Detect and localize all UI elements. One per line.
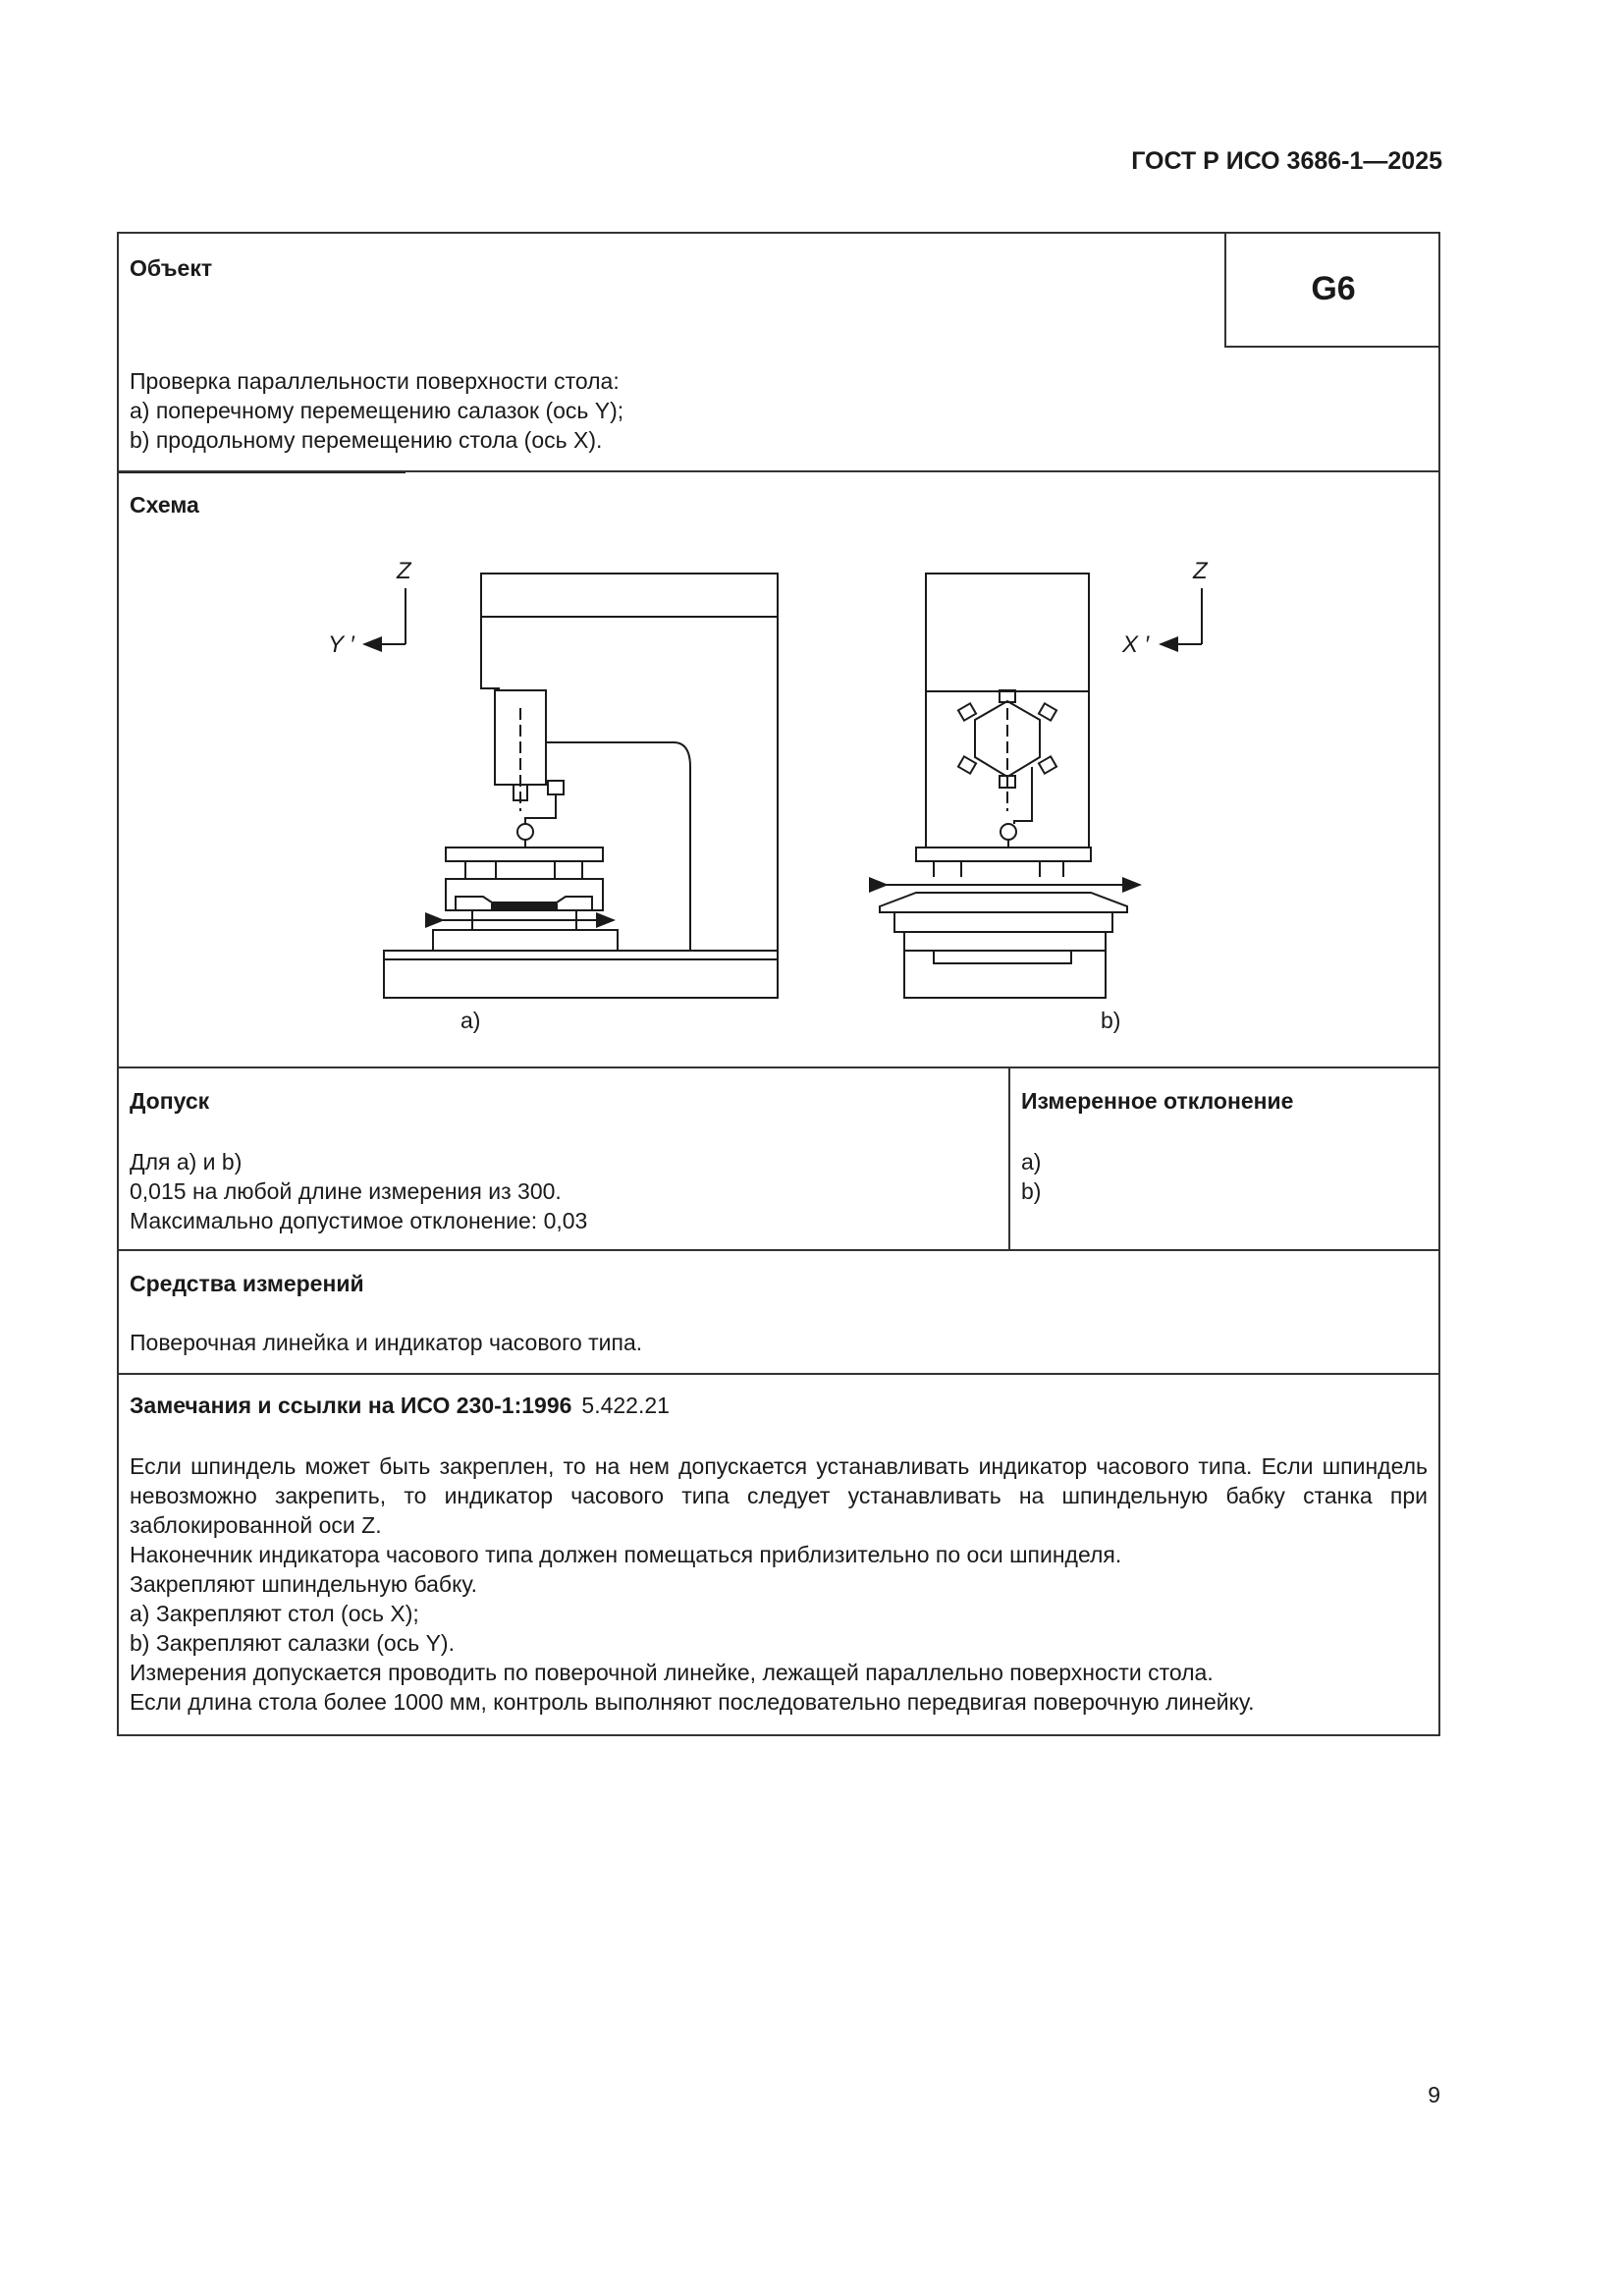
test-sheet [117,232,1440,1736]
column-b [926,574,1089,691]
schema-drawing [119,472,1438,1066]
figure-a-drawing [119,472,778,998]
figure-a-caption: a) [460,1008,481,1033]
tolerance-label: Допуск [130,1088,210,1114]
tolerance-text [130,1147,587,1235]
schema-section [117,472,1440,1068]
figure-b-caption: b) [1101,1008,1121,1033]
measured-cell [1010,1068,1438,1249]
notes-line: a) Закрепляют стол (ось X); [130,1601,419,1626]
object-description [130,366,623,455]
object-section [117,232,1440,472]
axis-y-label-a: Y ′ [328,631,354,658]
tolerance-cell [119,1068,1010,1249]
axis-z-label-b: Z [1193,558,1208,584]
notes-section [117,1375,1440,1736]
schema-label: Схема [130,492,199,518]
notes-heading [130,1393,670,1419]
document-code: ГОСТ Р ИСО 3686-1—2025 [1131,147,1442,175]
axis-z-label-a: Z [397,558,411,584]
notes-reference: 5.422.21 [581,1393,670,1418]
notes-line: b) Закрепляют салазки (ось Y). [130,1630,455,1656]
measured-text [1021,1147,1041,1206]
object-line: Проверка параллельности поверхности стола: [130,368,620,394]
tolerance-section [117,1068,1440,1251]
column-top-a [481,574,778,617]
object-label: Объект [130,255,213,281]
measured-line: a) [1021,1149,1042,1175]
spindle-head-a [495,690,546,785]
object-line: b) продольному перемещению стола (ось X). [130,427,603,453]
tools-section [117,1251,1440,1375]
notes-line: Закрепляют шпиндельную бабку. [130,1571,477,1597]
notes-label: Замечания и ссылки на ИСО 230-1:1996 [130,1393,572,1418]
notes-line: Если длина стола более 1000 мм, контроль выполняют последовательно передвигая поверочную линейку. [130,1689,1255,1715]
test-code: G6 [1224,232,1440,348]
notes-line: Наконечник индикатора часового типа должен помещаться приблизительно по оси шпинделя. [130,1542,1122,1567]
measured-line: b) [1021,1178,1042,1204]
tools-text: Поверочная линейка и индикатор часового типа. [130,1330,643,1355]
notes-paragraph: Если шпиндель может быть закреплен, то на нем допускается устанавливать индикатор часового типа. Если шпиндель невозможно закрепить, то индикатор часового типа следует устанавливать на шпиндельную бабку станка при заблокированной оси Z. [130,1453,1428,1538]
object-line: a) поперечному перемещению салазок (ось Y); [130,398,624,423]
tolerance-line: Для a) и b) [130,1149,243,1175]
tools-label: Средства измерений [130,1271,364,1296]
figure-b-drawing [880,574,1202,998]
axis-x-label-b: X ′ [1122,631,1150,658]
measured-label: Измеренное отклонение [1021,1088,1294,1114]
tolerance-line: 0,015 на любой длине измерения из 300. [130,1178,562,1204]
page-number: 9 [1428,2082,1440,2107]
notes-text [130,1451,1428,1717]
head-left-a [481,617,500,688]
notes-line: Измерения допускается проводить по поверочной линейке, лежащей параллельно поверхности стола. [130,1660,1214,1685]
tolerance-line: Максимально допустимое отклонение: 0,03 [130,1208,588,1233]
